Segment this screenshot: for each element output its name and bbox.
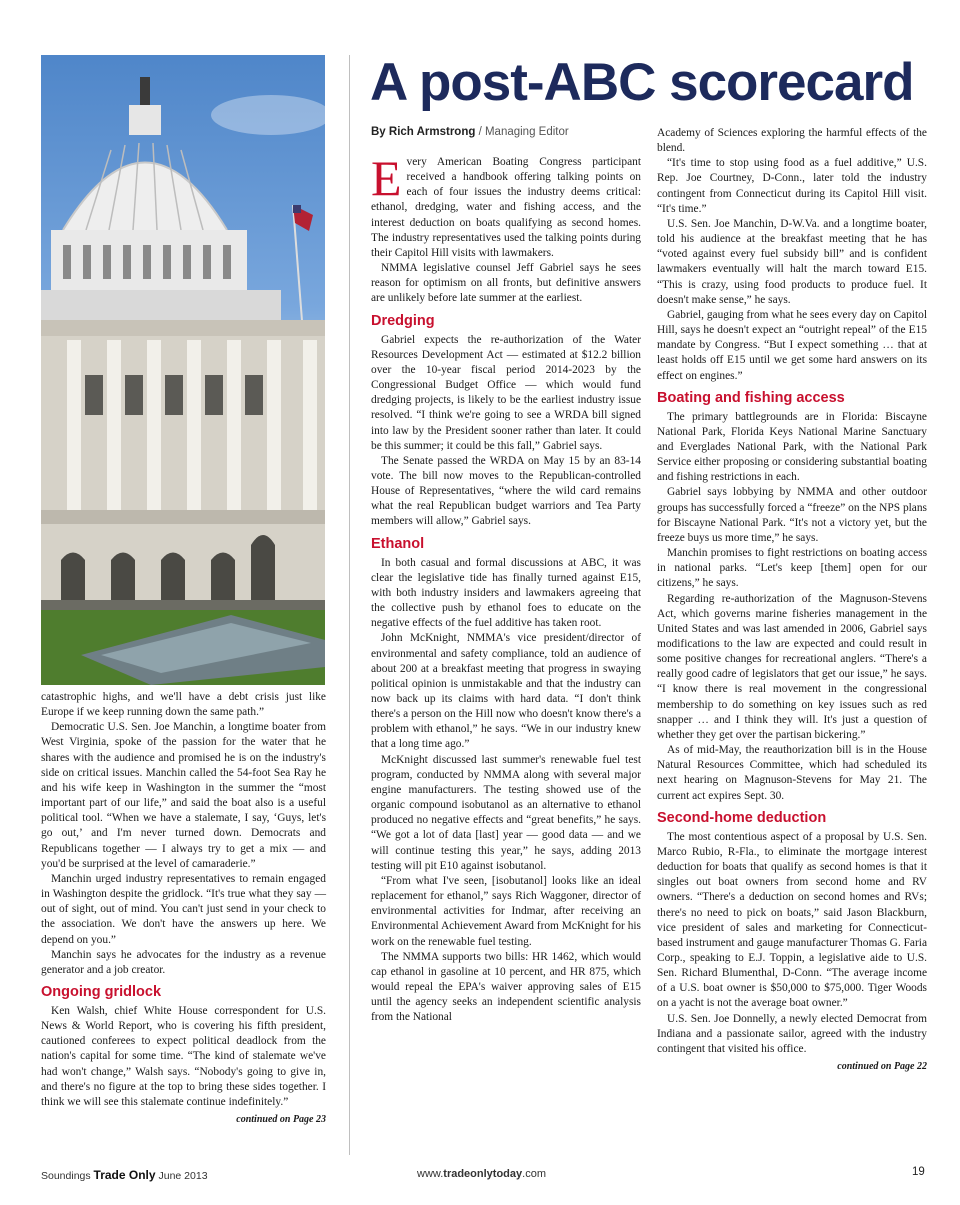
paragraph: U.S. Sen. Joe Donnelly, a newly elected Democrat from Indiana and a passionate sailor, agreed with the industry contingent that visited his office. [657,1012,927,1055]
paragraph: Regarding re-authorization of the Magnuson-Stevens Act, which governs marine fisheries management in the United States and was last amended in 2006, Gabriel says modifications to the law are expected and could result in some positive changes for recreational anglers. “There's a really good cadre of legislators that get our issue,” he says. “I know there is real movement in the congressional membership to do something on key issues such as red snapper … and I think they will. It's just a question of whether they get over the partisan bickering.” [657,592,927,741]
paragraph: NMMA legislative counsel Jeff Gabriel says he sees reason for optimism on all fronts, but definitive answers are unlikely before late summer at the earliest. [371,262,641,305]
capitol-photo [41,55,325,685]
url-suffix: .com [522,1168,546,1180]
author-role: Managing Editor [484,126,569,138]
continued-link[interactable]: continued on Page 23 [236,1114,326,1126]
paragraph: Gabriel says lobbying by NMMA and other outdoor groups has successfully forced a “freeze” on the NPS plans for Biscayne National Park. “It's not a victory yet, but the freeze buys us more time,” he says. [657,486,927,544]
paragraph: The Senate passed the WRDA on May 15 by an 83-14 vote. The bill now moves to the Republican-controlled House of Representatives, “where the wild card remains what the real Republican budget warriors and Tea Party members will allow,” Gabriel says. [371,454,641,528]
page-title: A post-ABC scorecard [370,53,914,112]
paragraph: In both casual and formal discussions at ABC, it was clear the legislative tide has finally turned against E15, with both industry insiders and lawmakers agreeing that the collective push by ethanol foes to educate on the negative effects of the fuel additive has taken root. [371,556,641,630]
section-heading-gridlock: Ongoing gridlock [41,983,162,1000]
byline [371,126,569,138]
article-column-2 [371,150,641,1025]
continued-link[interactable]: continued on Page 22 [837,1061,927,1073]
issue-date: June 2013 [155,1170,208,1182]
article-column-3 [657,126,927,1074]
column-divider [349,55,350,1155]
article-column-1 [41,690,326,1127]
drop-cap: E [371,150,402,206]
section-heading-access: Boating and fishing access [657,389,845,406]
author-name: By Rich Armstrong [371,126,476,138]
lead-text: very American Boating Congress participant received a handbook offering talking points on each of four issues the industry deems critical: ethanol, dredging, water and fishing access, and the interest deduction on boats qualifying as second homes. The industry representatives used the talking points during their Capitol Hill visits with lawmakers. [371,156,641,259]
paragraph: “It's time to stop using food as a fuel additive,” U.S. Rep. Joe Courtney, D-Conn., later told the industry contingent from Connecticut during its Capitol Hill visit. “It's time.” [657,157,927,215]
paragraph: Gabriel, gauging from what he sees every day on Capitol Hill, says he doesn't expect an “outright repeal” of the E15 mandate by Congress. “But I expect something … that at least holds off E15 until we get some hard answers on its effect on engines.” [657,308,928,382]
url-domain: tradeonlytoday [443,1168,523,1180]
paragraph: Manchin says he advocates for the industry as a revenue generator and a job creator. [41,948,326,976]
paragraph: Ken Walsh, chief White House correspondent for U.S. News & World Report, who is covering his fifth president, cautioned conferees to expect political deadlock from the nation's capital for some time. “The kind of stalemate we've had won't change,” Walsh says. “Nobody's going to give in, and there's no figure at the top to bring these sides together. I think we will see this stalemate continue indefinitely.” [41,1004,326,1108]
section-heading-second-home: Second-home deduction [657,809,827,826]
lead-paragraph [371,150,641,261]
brand-name: Trade Only [93,1168,156,1182]
paragraph: The most contentious aspect of a proposal by U.S. Sen. Marco Rubio, R-Fla., to eliminate the mortgage interest deduction for boats that qualify as second homes is that it singles out boat owners from second home and RV owners. “There's a deduction on second homes and RVs; there's no need to pick on boats,” said Jason Blackburn, vice president of sales and marketing for Connecticut-based instrument and gauge manufacturer Thomas G. Faria Corp., speaking to E.J. Toppin, a legislative aide to U.S. Sen. Richard Blumenthal, D-Conn. “The average income of a U.S. boat owner is $50,000 to $75,000. Tiger Woods on a yacht is not the average boat owner.” [657,830,927,1010]
publication-name: Soundings [41,1170,94,1182]
paragraph: Manchin promises to fight restrictions on boating access in national parks. “Let's keep [them] open for our citizens,” he says. [657,547,927,590]
footer-url[interactable] [417,1168,546,1180]
capitol-illustration [41,55,325,685]
paragraph: Manchin urged industry representatives to remain engaged in Washington despite the gridlock. “It's true what they say — out of sight, out of mind. You can't just send in your check to the association. We don't have the answers up here. We depend on you.” [41,872,326,946]
paragraph: McKnight discussed last summer's renewable fuel test program, conducted by NMMA along with several major engine manufacturers. The testing showed use of the organic compound isobutanol as an alternative to ethanol produced no negative effects and “great benefits,” he says. “We got a lot of data [last] year — good data — and we will continue testing this year,” he says, adding 2013 testing will pit E10 against isobutanol. [371,753,641,872]
footer-publication [41,1168,208,1182]
paragraph: The primary battlegrounds are in Florida: Biscayne National Park, Florida Keys National Marine Sanctuary and Everglades National Park, with the National Park Service either proposing or considering substantial boating and fishing restrictions in each. [657,410,927,484]
paragraph: Gabriel expects the re-authorization of the Water Resources Development Act — estimated at $12.2 billion over the 10-year fiscal period 2014-2023 by the Congressional Budget Office — which would fund dredging projects, is likely to be the earliest industry issue resolved. “I think we're going to see a WRDA bill signed into law by the President sooner rather than later. It could be this summer; it could be this fall,” Gabriel says. [371,333,641,452]
byline-separator: / [475,126,485,138]
paragraph: U.S. Sen. Joe Manchin, D-W.Va. and a longtime boater, told his audience at the breakfast meeting that he has “voted against every fuel subsidy bill” and is confident lawmakers eventually will halt the march toward E15. “This is crazy, using food products to produce fuel. It doesn't make sense,” he says. [657,217,927,306]
paragraph: catastrophic highs, and we'll have a debt crisis just like Europe if we keep running down the same path.” [41,691,326,719]
paragraph: Democratic U.S. Sen. Joe Manchin, a longtime boater from West Virginia, spoke of the passion for the water that he shares with the audience and promised he is on the industry's side on critical issues. Manchin called the 54-foot Sea Ray he and his wife keep in Washington in the summer the “most important part of our life,” and said the boat also is a useful political tool. “When we have a stalemate, I say, ‘Guys, let's go out,’ and I'm never turned down. Democrats and Republicans together — I always try to get a mix — and you'd be surprised at the level of camaraderie.” [41,721,326,870]
page-number: 19 [912,1166,925,1178]
paragraph: Academy of Sciences exploring the harmful effects of the blend. [657,127,927,155]
paragraph: As of mid-May, the reauthorization bill is in the House Natural Resources Committee, which had scheduled its next hearing on Magnuson-Stevens for May 21. The current act expires Sept. 30. [657,744,927,802]
paragraph: “From what I've seen, [isobutanol] looks like an ideal replacement for ethanol,” says Rich Waggoner, director of environmental activities for Indmar, after receiving an Environmental Achievement Award from McKnight for his work on the renewable fuel testing. [371,874,641,948]
section-heading-dredging: Dredging [371,312,435,329]
paragraph: The NMMA supports two bills: HR 1462, which would cap ethanol in gasoline at 10 percent, and HR 875, which would repeal the EPA's waiver approving sales of E15 until the agency seeks an independent scientific analysis from the National [371,950,641,1024]
section-heading-ethanol: Ethanol [371,535,425,552]
url-prefix: www. [417,1168,444,1180]
paragraph: John McKnight, NMMA's vice president/director of environmental and safety compliance, told an audience of about 200 at a breakfast meeting that progress in swaying political opinion is unmistakable and that the industry can now back up its claims with hard data. “I don't think there's a person on the Hill now who doesn't know there's a problem with ethanol,” he says. “We in our industry knew that a long time ago.” [371,632,641,751]
